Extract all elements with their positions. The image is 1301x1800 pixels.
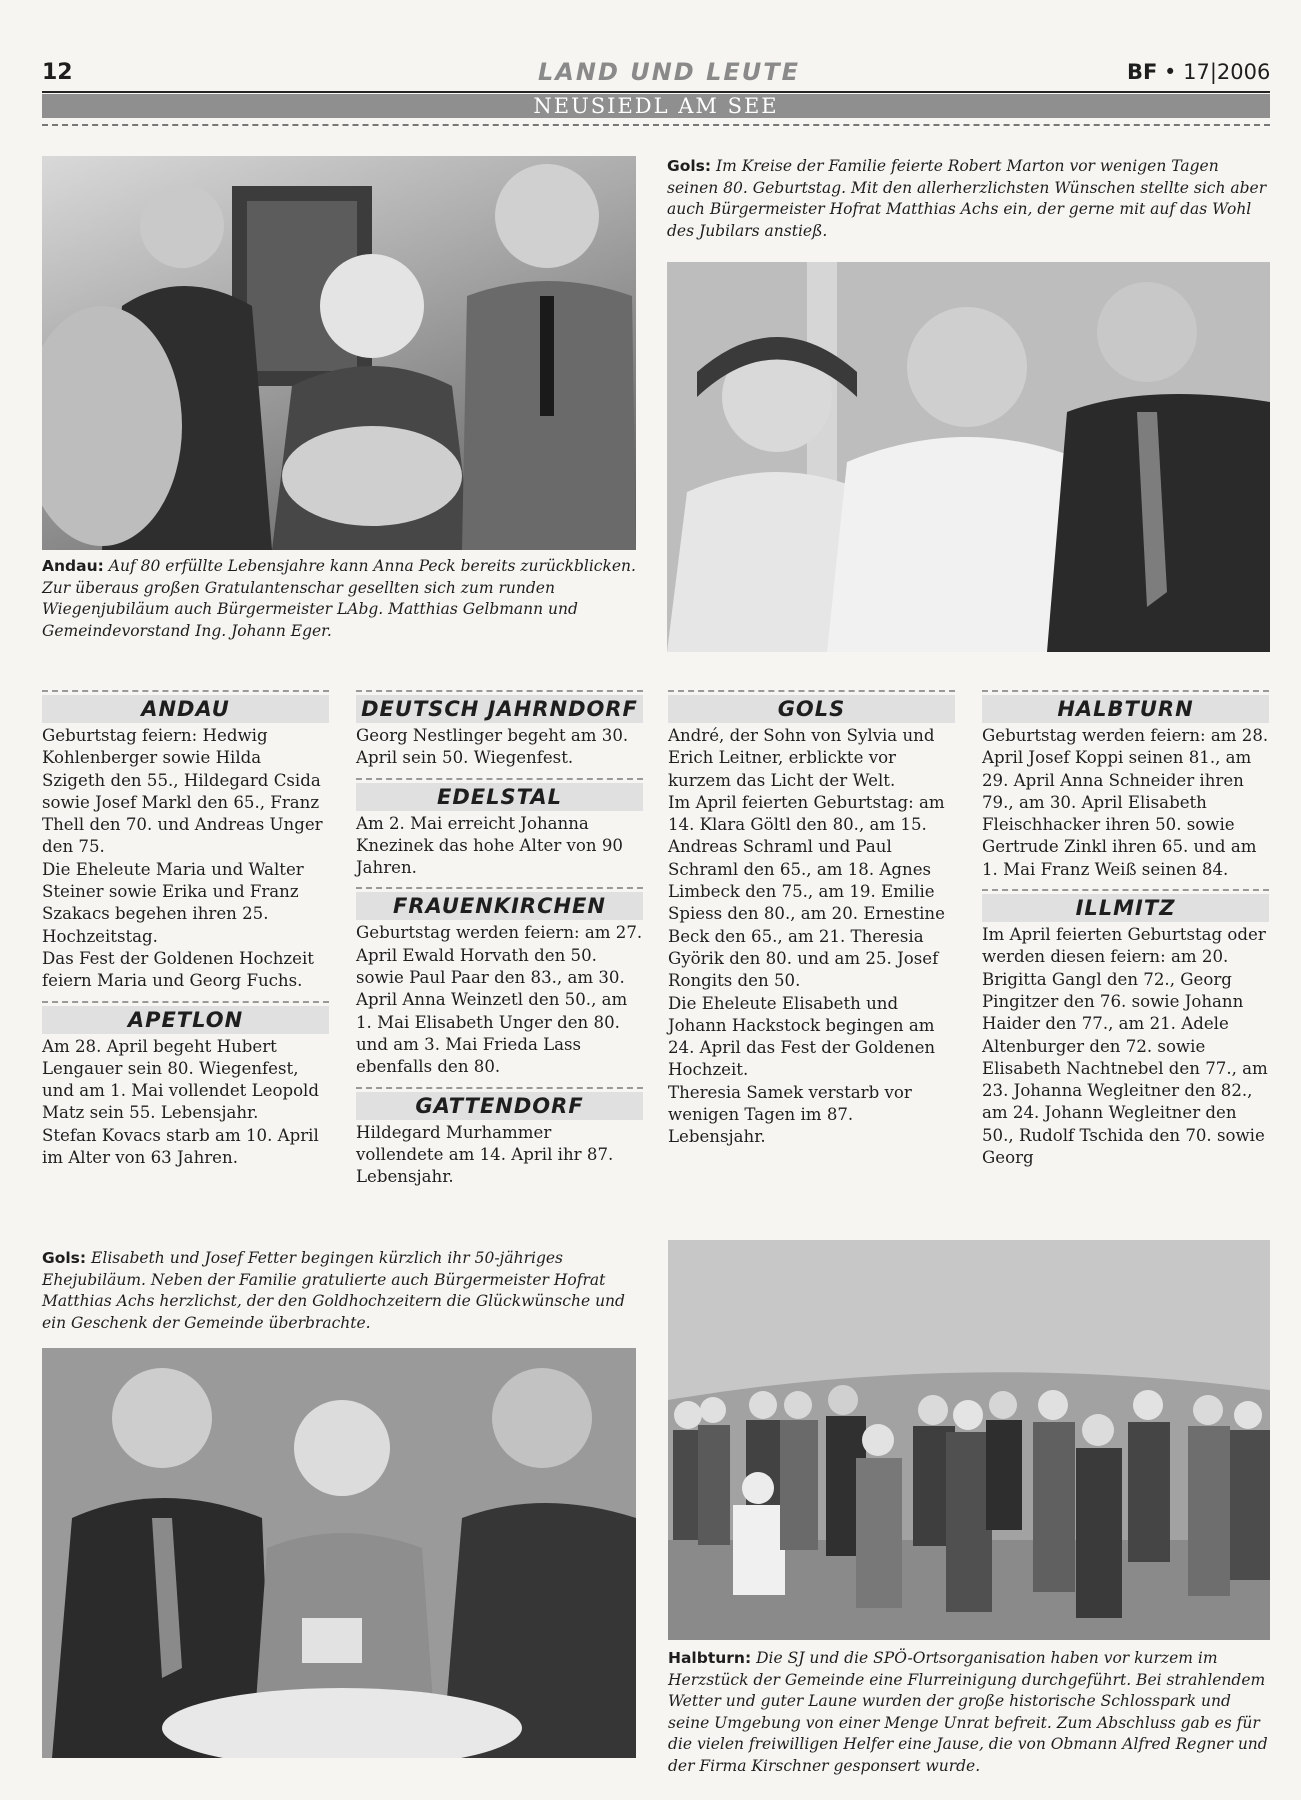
- heading-text: EDELSTAL: [356, 783, 643, 811]
- frauenkirchen-para-1: Geburtstag werden feiern: am 27. April Ewald Horvath den 50. sowie Paul Paar den 83., am 30. April Anna Weinzetl den 50., am 1. Mai Elisabeth Unger den 80. und am 3. Mai Frieda Lass ebenfalls den 80.: [356, 923, 643, 1077]
- gols-para-2: Im April feierten Geburtstag: am 14. Klara Göltl den 80., am 15. Andreas Schraml und Paul Schraml den 65., am 18. Agnes Limbeck den 75., am 19. Emilie Spiess den 80., am 20. Ernestine Beck den 65., am 21. Theresia Györik den 80. und am 25. Josef Rongits den 50.: [668, 792, 945, 991]
- heading-text: APETLON: [42, 1006, 329, 1034]
- issue-number: 17|2006: [1183, 60, 1271, 84]
- caption-text: Elisabeth und Josef Fetter begingen kürzlich ihr 50-jähriges Ehejubiläum. Neben der Familie gratulierte auch Bürgermeister Hofrat Matthias Achs herzlichst, der den Goldhochzeitern die Glückwünsche und ein Geschenk der Gemeinde überbrachte.: [42, 1249, 625, 1332]
- gols-marton-photo: [667, 262, 1270, 652]
- halbturn-caption: [668, 1648, 1270, 1777]
- gols-para-1: André, der Sohn von Sylvia und Erich Leitner, erblickte vor kurzem das Licht der Welt.: [668, 726, 935, 790]
- heading-frauenkirchen: [356, 887, 643, 920]
- heading-text: GOLS: [668, 695, 955, 723]
- andau-para-2: Die Eheleute Maria und Walter Steiner sowie Erika und Franz Szakacs begehen ihren 25. Hochzeitstag.: [42, 859, 304, 946]
- halbturn-para-1: Geburtstag werden feiern: am 28. April Josef Koppi seinen 81., am 29. April Anna Schneider ihren 79., am 30. April Elisabeth Fleischhacker ihren 50. sowie Gertrude Zinkl ihren 65. und am 1. Mai Franz Weiß seinen 84.: [982, 726, 1269, 879]
- caption-place: Gols:: [667, 157, 712, 175]
- gols-top-caption: [667, 156, 1267, 242]
- heading-text: ANDAU: [42, 695, 329, 723]
- heading-deutsch-jahrndorf: [356, 690, 643, 723]
- gols-bottom-caption: [42, 1248, 636, 1334]
- edelstal-para-1: Am 2. Mai erreicht Johanna Knezinek das hohe Alter von 90 Jahren.: [356, 813, 623, 878]
- caption-text: Auf 80 erfüllte Lebensjahre kann Anna Peck bereits zurückblicken. Zur überaus großen Gratulantenschar gesellten sich zum runden Wiegenjubiläum auch Bürgermeister LAbg. Matthias Gelbmann und Gemeindevorstand Ing. Johann Eger.: [42, 557, 636, 640]
- caption-place: Gols:: [42, 1249, 87, 1267]
- page-number: 12: [42, 60, 73, 85]
- andau-para-3: Das Fest der Goldenen Hochzeit feiern Maria und Georg Fuchs.: [42, 948, 314, 991]
- header-dashed-rule: [42, 124, 1270, 126]
- column-4: [982, 690, 1269, 1169]
- heading-halbturn: [982, 690, 1269, 723]
- halbturn-group-photo: [668, 1240, 1270, 1640]
- gols-para-3: Die Eheleute Elisabeth und Johann Hackstock begingen am 24. April das Fest der Goldenen Hochzeit.: [668, 993, 936, 1080]
- apetlon-para-2: Stefan Kovacs starb am 10. April im Alter von 63 Jahren.: [42, 1125, 319, 1168]
- heading-andau: [42, 690, 329, 723]
- gols-fetter-photo-figures: [42, 1348, 636, 1758]
- andau-para-1: Geburtstag feiern: Hedwig Kohlenberger sowie Hilda Szigeth den 55., Hildegard Csida sowie Josef Markl den 65., Franz Thell den 70. und Andreas Unger den 75.: [42, 726, 323, 857]
- andau-photo: [42, 156, 636, 550]
- publication-name: BF: [1127, 60, 1158, 84]
- heading-apetlon: [42, 1001, 329, 1034]
- illmitz-para-1: Im April feierten Geburtstag oder werden diesen feiern: am 20. Brigitta Gangl den 72., Georg Pingitzer den 76. sowie Johann Haider den 77., am 21. Adele Altenburger den 72. sowie Elisabeth Nachtnebel den 77., am 23. Johanna Wegleitner den 82., am 24. Johann Wegleitner den 50., Rudolf Tschida den 70. sowie Georg: [982, 925, 1268, 1168]
- heading-text: ILLMITZ: [982, 894, 1269, 922]
- caption-place: Andau:: [42, 557, 104, 575]
- gols-para-4: Theresia Samek verstarb vor wenigen Tagen im 87. Lebensjahr.: [668, 1082, 912, 1147]
- gols-marton-photo-figures: [667, 262, 1270, 652]
- gattendorf-para-1: Hildegard Murhammer vollendete am 14. April ihr 87. Lebensjahr.: [356, 1122, 614, 1187]
- caption-text: Die SJ und die SPÖ-Ortsorganisation haben vor kurzem im Herzstück der Gemeinde eine Flurreinigung durchgeführt. Bei strahlendem Wetter und guter Laune wurden der große historische Schlosspark und seine Umgebung von einer Menge Unrat befreit. Zum Abschluss gab es für die vielen freiwilligen Helfer eine Jause, die von Obmann Alfred Regner und der Firma Kirschner gesponsert wurde.: [668, 1649, 1268, 1775]
- gols-fetter-photo: [42, 1348, 636, 1758]
- heading-text: DEUTSCH JAHRNDORF: [356, 695, 643, 723]
- heading-illmitz: [982, 889, 1269, 922]
- heading-text: GATTENDORF: [356, 1092, 643, 1120]
- issue-info: [1127, 60, 1270, 84]
- heading-text: HALBTURN: [982, 695, 1269, 723]
- halbturn-group-photo-figures: [668, 1240, 1270, 1640]
- header-rule: [42, 91, 1270, 93]
- caption-text: Im Kreise der Familie feierte Robert Marton vor wenigen Tagen seinen 80. Geburtstag. Mit den allerherzlichsten Wünschen stellte sich aber auch Bürgermeister Hofrat Matthias Achs ein, der gerne mit auf das Wohl des Jubilars anstieß.: [667, 157, 1267, 240]
- separator: •: [1164, 60, 1177, 84]
- heading-text: FRAUENKIRCHEN: [356, 892, 643, 920]
- caption-place: Halbturn:: [668, 1649, 752, 1667]
- deutsch-jahrndorf-para-1: Georg Nestlinger begeht am 30. April sein 50. Wiegenfest.: [356, 726, 629, 768]
- heading-edelstal: [356, 778, 643, 811]
- section-title: LAND UND LEUTE: [538, 58, 801, 86]
- column-2: [356, 690, 643, 1188]
- column-3: [668, 690, 955, 1149]
- region-band: NEUSIEDL AM SEE: [42, 94, 1270, 118]
- andau-photo-figures: [42, 156, 636, 550]
- column-1: [42, 690, 329, 1169]
- apetlon-para-1: Am 28. April begeht Hubert Lengauer sein 80. Wiegenfest, und am 1. Mai vollendet Leopold Matz sein 55. Lebensjahr.: [42, 1036, 319, 1123]
- heading-gols: [668, 690, 955, 723]
- heading-gattendorf: [356, 1087, 643, 1120]
- andau-caption: [42, 556, 636, 642]
